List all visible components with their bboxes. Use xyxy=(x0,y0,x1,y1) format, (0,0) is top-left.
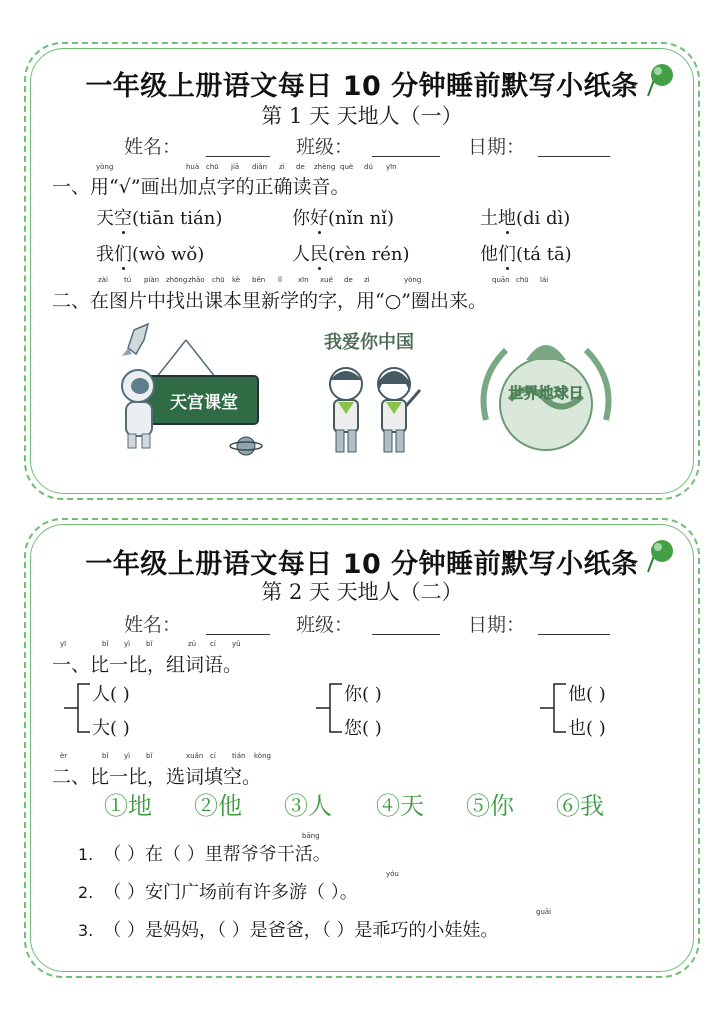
choice-4[interactable]: ④天 xyxy=(376,792,424,820)
pinyin-options: (nǐn nǐ) xyxy=(328,208,395,229)
pushpin-icon xyxy=(642,536,676,576)
char: 他 xyxy=(480,244,498,265)
i-love-china-picture xyxy=(294,324,444,464)
pinyin: èr xyxy=(60,752,68,760)
pinyin: zì xyxy=(279,163,285,171)
reading-item[interactable] xyxy=(96,240,204,266)
pinyin: xué xyxy=(320,276,333,284)
pushpin-icon xyxy=(642,60,676,100)
char: 你 xyxy=(292,208,310,229)
pinyin-options: (wò wǒ) xyxy=(132,244,205,265)
kids-caption: 我爱你中国 xyxy=(324,332,414,353)
pinyin: bǐ xyxy=(102,640,109,648)
sentence-text: （ ）是妈妈，（ ）是爸爸，（ ）是乖巧的小娃娃。 xyxy=(103,920,499,941)
date-label: 日期： xyxy=(468,136,526,158)
sentence-2[interactable] xyxy=(78,878,358,904)
date-blank[interactable] xyxy=(538,616,610,635)
sentence-3[interactable] xyxy=(78,916,498,942)
question-2: 二、在图片中找出课本里新学的字，用“○”圈出来。 xyxy=(52,290,488,312)
sign-text: 天宫课堂 xyxy=(170,393,238,413)
pinyin: xīn xyxy=(298,276,309,284)
word-entry[interactable]: 你( ) xyxy=(344,684,382,705)
note-card-day2 xyxy=(24,518,700,978)
pinyin: chū xyxy=(516,276,529,284)
info-row xyxy=(26,132,698,158)
pinyin: bǐ xyxy=(146,752,153,760)
char: 土 xyxy=(480,208,498,229)
pinyin: diǎn xyxy=(252,163,268,171)
word-entry[interactable]: 也( ) xyxy=(568,718,606,739)
pinyin: xuǎn xyxy=(186,752,204,760)
pinyin: què xyxy=(340,163,354,171)
question-1: 一、用“√”画出加点字的正确读音。 xyxy=(52,176,350,198)
question-2: 二、比一比，选词填空。 xyxy=(52,766,262,788)
pinyin: cí xyxy=(210,752,216,760)
word-entry[interactable]: 您( ) xyxy=(344,718,382,739)
word-entry[interactable]: 他( ) xyxy=(568,684,606,705)
earth-caption: 世界地球日 xyxy=(508,384,584,402)
reading-item[interactable] xyxy=(480,240,572,266)
class-label: 班级： xyxy=(296,136,354,158)
pinyin-options: (tiān tián) xyxy=(132,208,223,229)
space-class-picture xyxy=(96,320,276,460)
name-blank[interactable] xyxy=(206,138,270,157)
char: 人 xyxy=(292,244,310,265)
pinyin: quān xyxy=(492,276,510,284)
pinyin: chū xyxy=(212,276,225,284)
card-title: 一年级上册语文每日 10 分钟睡前默写小纸条 xyxy=(85,71,639,102)
pinyin: zì xyxy=(364,276,370,284)
pinyin: zhèng xyxy=(314,163,336,171)
name-blank[interactable] xyxy=(206,616,270,635)
name-label: 姓名： xyxy=(124,136,182,158)
char: 我 xyxy=(96,244,114,265)
choice-1[interactable]: ①地 xyxy=(104,792,152,820)
kids-icon xyxy=(330,368,420,452)
pinyin: zài xyxy=(98,276,108,284)
note-card-day1 xyxy=(24,42,700,500)
earth-day-picture xyxy=(466,320,626,460)
pinyin: bǐ xyxy=(102,752,109,760)
pinyin-options: (rèn rén) xyxy=(328,244,410,265)
reading-item[interactable] xyxy=(292,204,394,230)
pinyin: běn xyxy=(252,276,266,284)
dotted-char: 们 xyxy=(114,244,132,265)
pinyin: yì xyxy=(124,640,131,648)
pinyin: kè xyxy=(232,276,241,284)
sentence-number: 1. xyxy=(78,845,94,864)
card-subtitle: 第 2 天 天地人（二） xyxy=(261,580,463,604)
pinyin: piàn xyxy=(144,276,160,284)
pinyin: huà xyxy=(186,163,200,171)
pinyin: yīn xyxy=(386,163,397,171)
class-label: 班级： xyxy=(296,614,354,636)
pinyin: yóu xyxy=(386,870,399,878)
choice-5[interactable]: ⑤你 xyxy=(466,792,514,820)
reading-item[interactable] xyxy=(96,204,222,230)
card-title: 一年级上册语文每日 10 分钟睡前默写小纸条 xyxy=(85,549,639,580)
pinyin: cí xyxy=(210,640,216,648)
pinyin: lǐ xyxy=(278,276,282,284)
sentence-number: 3. xyxy=(78,921,94,940)
pinyin: zhōng xyxy=(166,276,188,284)
pinyin: chū xyxy=(206,163,219,171)
char: 天 xyxy=(96,208,114,229)
date-label: 日期： xyxy=(468,614,526,636)
reading-item[interactable] xyxy=(292,240,409,266)
pinyin: kòng xyxy=(254,752,271,760)
pinyin: zhǎo xyxy=(188,276,205,284)
name-label: 姓名： xyxy=(124,614,182,636)
pinyin: yì xyxy=(124,752,131,760)
pinyin: dú xyxy=(364,163,373,171)
sentence-text: （ ）在（ ）里帮爷爷干活。 xyxy=(103,844,331,865)
sentence-text: （ ）安门广场前有许多游（ ）。 xyxy=(103,882,358,903)
choice-2[interactable]: ②他 xyxy=(194,792,242,820)
sentence-number: 2. xyxy=(78,883,94,902)
dotted-char: 好 xyxy=(310,208,328,229)
info-row xyxy=(26,610,698,636)
word-entry[interactable]: 人( ) xyxy=(92,684,130,705)
pinyin: bǐ xyxy=(146,640,153,648)
pinyin: zǔ xyxy=(188,640,197,648)
class-blank[interactable] xyxy=(372,138,440,157)
pinyin-options: (di dì) xyxy=(516,208,571,229)
pinyin: tián xyxy=(232,752,246,760)
card-subtitle: 第 1 天 天地人（一） xyxy=(261,104,463,128)
pinyin: guāi xyxy=(536,908,552,916)
pinyin: tú xyxy=(124,276,132,284)
pinyin: jiā xyxy=(231,163,240,171)
rocket-icon xyxy=(122,324,148,356)
choice-6[interactable]: ⑥我 xyxy=(556,792,604,820)
dotted-char: 地 xyxy=(498,208,516,229)
date-blank[interactable] xyxy=(538,138,610,157)
pinyin: lái xyxy=(540,276,549,284)
pinyin: de xyxy=(344,276,353,284)
reading-item[interactable] xyxy=(480,204,570,230)
word-entry[interactable]: 大( ) xyxy=(92,718,130,739)
question-1: 一、比一比，组词语。 xyxy=(52,654,243,676)
pinyin: de xyxy=(296,163,305,171)
pinyin: yòng xyxy=(404,276,422,284)
choice-3[interactable]: ③人 xyxy=(284,792,332,820)
planet-icon xyxy=(230,437,262,455)
pinyin: bāng xyxy=(302,832,320,840)
astronaut-icon xyxy=(122,370,154,448)
dotted-char: 民 xyxy=(310,244,328,265)
sentence-1[interactable] xyxy=(78,840,331,866)
pinyin: yǔ xyxy=(232,640,241,648)
dotted-char: 们 xyxy=(498,244,516,265)
dotted-char: 空 xyxy=(114,208,132,229)
class-blank[interactable] xyxy=(372,616,440,635)
pinyin: yòng xyxy=(96,163,114,171)
pinyin-options: (tá tā) xyxy=(516,244,572,265)
pinyin: yī xyxy=(60,640,67,648)
